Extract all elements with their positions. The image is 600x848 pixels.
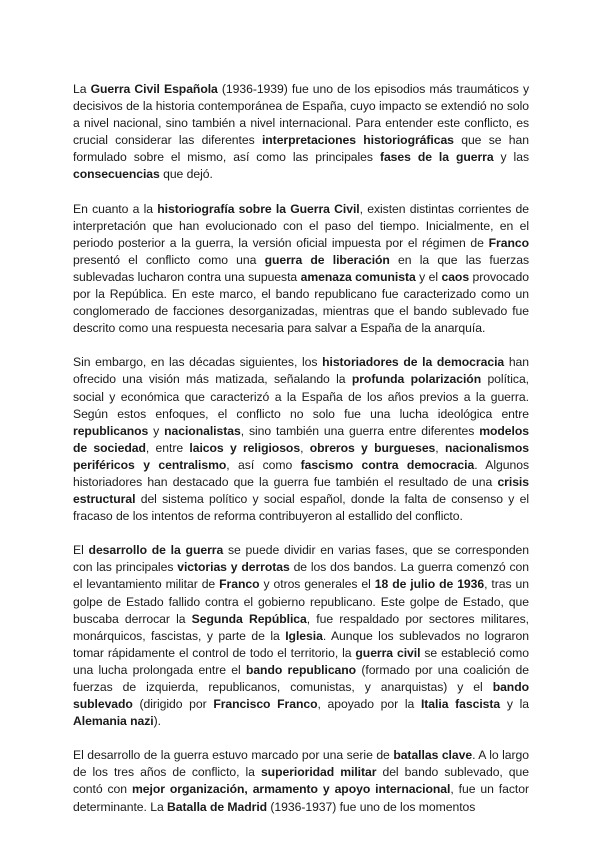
bold-term: superioridad militar bbox=[260, 765, 377, 780]
text-run: , fue respaldado por sectores militares, monárquicos, fascistas, y parte de la bbox=[73, 611, 529, 643]
bold-term: 18 de julio de 1936 bbox=[374, 577, 485, 592]
bold-term: Francisco Franco bbox=[213, 697, 318, 712]
text-run: se estableció como una lucha prolongada entre el bbox=[73, 645, 529, 677]
bold-term: Segunda República bbox=[191, 611, 307, 626]
bold-term: Franco bbox=[488, 235, 529, 250]
bold-term: bando republicano bbox=[245, 662, 357, 677]
text-run: ). bbox=[153, 714, 161, 729]
bold-term: desarrollo de la guerra bbox=[88, 543, 224, 558]
text-run: y el bbox=[415, 269, 442, 284]
text-run: en la que las fuerzas sublevadas lucharon contra una supuesta bbox=[73, 252, 529, 284]
text-run: han ofrecido una visión más matizada, señalando la bbox=[73, 355, 530, 387]
bold-term: historiadores de la democracia bbox=[322, 355, 505, 370]
text-run: presentó el conflicto como una bbox=[73, 252, 265, 267]
text-run: y las bbox=[493, 150, 529, 165]
paragraph-democratic-historians bbox=[73, 354, 529, 525]
bold-term: modelos de sociedad bbox=[73, 423, 529, 455]
text-run: del bando sublevado, que contó con bbox=[73, 765, 529, 797]
text-run: política, social y económica que caracterizó a la España de los años previos a la guerra. Según estos enfoques, el conflicto no solo fue una lucha ideológica entre bbox=[73, 372, 530, 421]
text-run: (formado por una coalición de fuerzas de izquierda, republicanos, comunistas, y anarquistas) y el bbox=[73, 662, 529, 694]
text-run: En cuanto a la bbox=[73, 201, 158, 216]
bold-term: fases de la guerra bbox=[379, 150, 494, 165]
text-run: La bbox=[73, 82, 91, 96]
bold-term: republicanos bbox=[73, 423, 149, 438]
text-run: El bbox=[73, 543, 89, 558]
bold-term: guerra de liberación bbox=[264, 252, 390, 267]
text-run: y otros generales el bbox=[259, 577, 375, 592]
text-run: que se han formulado sobre el mismo, así como las principales bbox=[73, 133, 529, 165]
bold-term: laicos y religiosos bbox=[189, 440, 301, 455]
text-run: se puede dividir en varias fases, que se corresponden con las principales bbox=[73, 543, 530, 575]
bold-term: Italia fascista bbox=[420, 697, 501, 712]
text-run: , apoyado por la bbox=[317, 697, 421, 712]
bold-term: crisis estructural bbox=[73, 474, 529, 507]
text-run: , tras un golpe de Estado fallido contra el gobierno republicano. Este golpe de Estado, que buscaba derrocar la bbox=[73, 577, 529, 626]
text-run: El desarrollo de la guerra estuvo marcado por una serie de bbox=[73, 748, 394, 763]
text-run: provocado por la República. En este marco, el bando republicano fue caracterizado como un conglomerado de facciones desorganizadas, mientras que el bando sublevado fue descrito como una respuesta necesaria para salvar a España de la anarquía. bbox=[73, 269, 529, 336]
text-run: . A lo largo de los tres años de conflicto, la bbox=[73, 748, 529, 780]
bold-term: historiografía sobre la Guerra Civil bbox=[157, 201, 360, 216]
text-run: (1936-1939) fue uno de los episodios más traumáticos y decisivos de la historia contemporánea de España, cuyo impacto se extendió no solo a nivel nacional, sino también a nivel internacional. Para entender este conflicto, es crucial considerar las diferentes bbox=[73, 82, 529, 148]
bold-term: amenaza comunista bbox=[300, 269, 416, 284]
bold-term: mejor organización, armamento y apoyo internacional bbox=[131, 782, 451, 797]
paragraph-intro bbox=[73, 81, 529, 184]
bold-term: consecuencias bbox=[73, 167, 160, 182]
text-run: . Algunos historiadores han destacado que la guerra fue también el resultado de una bbox=[73, 457, 529, 489]
bold-term: guerra civil bbox=[355, 645, 421, 660]
bold-term: Alemania nazi bbox=[73, 714, 154, 729]
bold-term: interpretaciones historiográficas bbox=[261, 133, 454, 148]
bold-term: nacionalismos periféricos y centralismo bbox=[73, 440, 529, 472]
text-run: y la bbox=[500, 697, 529, 712]
text-run: , bbox=[300, 440, 310, 455]
text-run: , fue un factor determinante. La bbox=[73, 782, 529, 814]
bold-term: victorias y derrotas bbox=[177, 560, 290, 575]
text-run: , sino también una guerra entre diferentes bbox=[240, 423, 480, 438]
text-run: , existen distintas corrientes de interpretación que han evolucionado con el paso del tiempo. Inicialmente, en el periodo posterior a la guerra, la versión oficial impuesta por el régimen de bbox=[73, 201, 529, 250]
bold-term: batallas clave bbox=[393, 748, 473, 763]
bold-term: fascismo contra democracia bbox=[300, 457, 475, 472]
paragraph-historiography bbox=[73, 201, 529, 338]
text-run: . Aunque los sublevados no lograron tomar rápidamente el control de todo el territorio, la bbox=[73, 628, 530, 660]
text-run: , bbox=[435, 440, 445, 455]
bold-term: bando sublevado bbox=[73, 680, 529, 712]
bold-term: Batalla de Madrid bbox=[167, 799, 268, 814]
text-run: , así como bbox=[226, 457, 301, 472]
bold-term: nacionalistas bbox=[164, 423, 241, 438]
text-run: del sistema político y social español, donde la falta de consenso y el fracaso de los intentos de reforma contribuyeron al estallido del conflicto. bbox=[73, 492, 529, 524]
text-run: de los dos bandos. La guerra comenzó con el levantamiento militar de bbox=[73, 560, 529, 592]
bold-term: Guerra Civil Española bbox=[90, 82, 218, 96]
paragraph-key-battles bbox=[73, 747, 529, 815]
text-run: , entre bbox=[145, 440, 190, 455]
bold-term: Iglesia bbox=[285, 628, 323, 643]
bold-term: profunda polarización bbox=[351, 372, 482, 387]
text-run: Sin embargo, en las décadas siguientes, los bbox=[73, 355, 323, 370]
text-run: y bbox=[148, 423, 165, 438]
bold-term: Franco bbox=[219, 577, 260, 592]
paragraph-war-development bbox=[73, 542, 529, 730]
bold-term: caos bbox=[441, 269, 470, 284]
text-run: que dejó. bbox=[159, 167, 213, 182]
bold-term: obreros y burgueses bbox=[309, 440, 436, 455]
text-run: (1936-1937) fue uno de los momentos bbox=[267, 799, 476, 814]
text-run: (dirigido por bbox=[132, 697, 214, 712]
